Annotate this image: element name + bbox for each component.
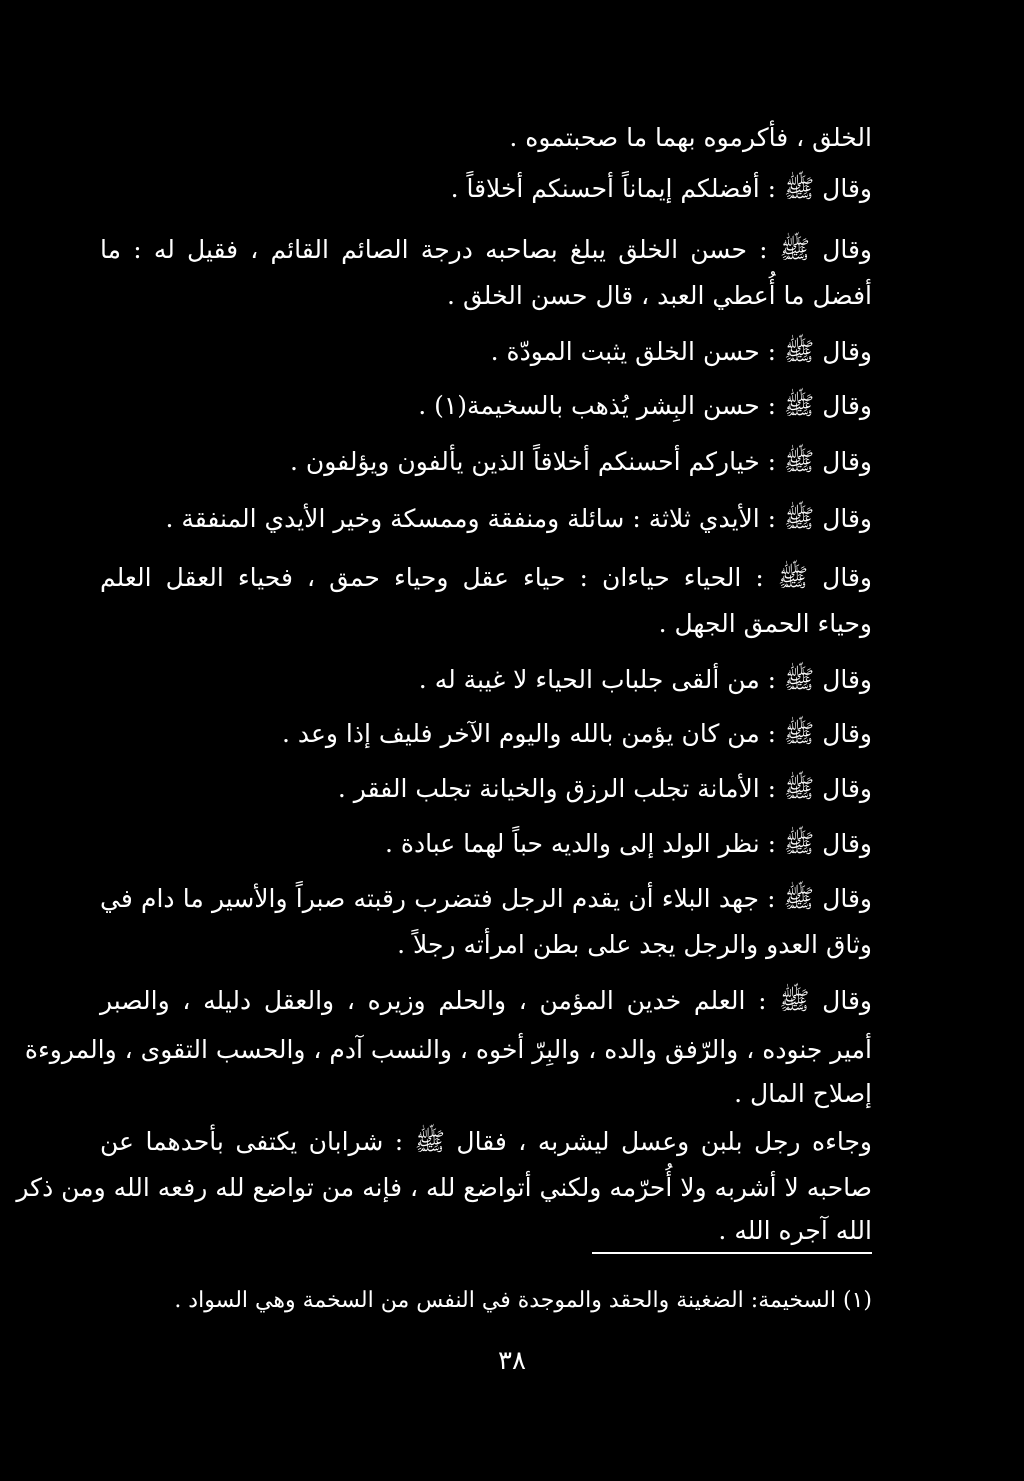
footnote-divider bbox=[592, 1252, 872, 1254]
text-line: وثاق العدو والرجل يجد على بطن امرأته رجلاً . bbox=[397, 930, 872, 959]
text-line: وقال ﷺ : العلم خدين المؤمن ، والحلم وزيره ، والعقل دليله ، والصبر bbox=[100, 986, 872, 1015]
text-line: وقال ﷺ : أفضلكم إيماناً أحسنكم أخلاقاً . bbox=[450, 174, 872, 203]
text-line: الله آجره الله . bbox=[718, 1216, 872, 1245]
text-line: وقال ﷺ : جهد البلاء أن يقدم الرجل فتضرب رقبته صبراً والأسير ما دام في bbox=[100, 884, 872, 913]
text-line: الخلق ، فأكرموه بهما ما صحبتموه . bbox=[509, 123, 872, 152]
text-line: وقال ﷺ : حسن الخلق يثبت المودّة . bbox=[490, 337, 872, 366]
text-line: صاحبه لا أشربه ولا أُحرّمه ولكني أتواضع لله ، فإنه من تواضع لله رفعه الله ومن ذكر bbox=[16, 1173, 872, 1202]
text-line: وقال ﷺ : من ألقى جلباب الحياء لا غيبة له . bbox=[418, 665, 872, 694]
text-line: أمير جنوده ، والرّفق والده ، والبِرّ أخوه ، والنسب آدم ، والحسب التقوى ، والمروءة bbox=[24, 1035, 872, 1064]
page-number: ٣٨ bbox=[498, 1346, 526, 1376]
text-line: وقال ﷺ : من كان يؤمن بالله واليوم الآخر فليف إذا وعد . bbox=[281, 719, 872, 748]
text-line: وقال ﷺ : الأيدي ثلاثة : سائلة ومنفقة وممسكة وخير الأيدي المنفقة . bbox=[165, 504, 872, 533]
text-line: وقال ﷺ : حسن الخلق يبلغ بصاحبه درجة الصائم القائم ، فقيل له : ما bbox=[100, 235, 872, 264]
text-line: وقال ﷺ : الحياء حياءان : حياء عقل وحياء حمق ، فحياء العقل العلم bbox=[100, 563, 872, 592]
document-page bbox=[16, 0, 872, 1481]
text-line: وقال ﷺ : حسن البِشر يُذهب بالسخيمة(١) . bbox=[418, 391, 872, 420]
text-line: إصلاح المال . bbox=[734, 1079, 872, 1108]
text-line: وقال ﷺ : خياركم أحسنكم أخلاقاً الذين يألفون ويؤلفون . bbox=[290, 447, 872, 476]
footnote: (١) السخيمة: الضغينة والحقد والموجدة في النفس من السخمة وهي السواد . bbox=[174, 1288, 872, 1313]
text-line: وقال ﷺ : الأمانة تجلب الرزق والخيانة تجلب الفقر . bbox=[337, 774, 872, 803]
text-line: وحياء الحمق الجهل . bbox=[658, 609, 872, 638]
text-line: أفضل ما أُعطي العبد ، قال حسن الخلق . bbox=[447, 281, 872, 310]
text-line: وجاءه رجل بلبن وعسل ليشربه ، فقال ﷺ : شرابان يكتفى بأحدهما عن bbox=[100, 1127, 872, 1156]
text-line: وقال ﷺ : نظر الولد إلى والديه حباً لهما عبادة . bbox=[385, 829, 872, 858]
